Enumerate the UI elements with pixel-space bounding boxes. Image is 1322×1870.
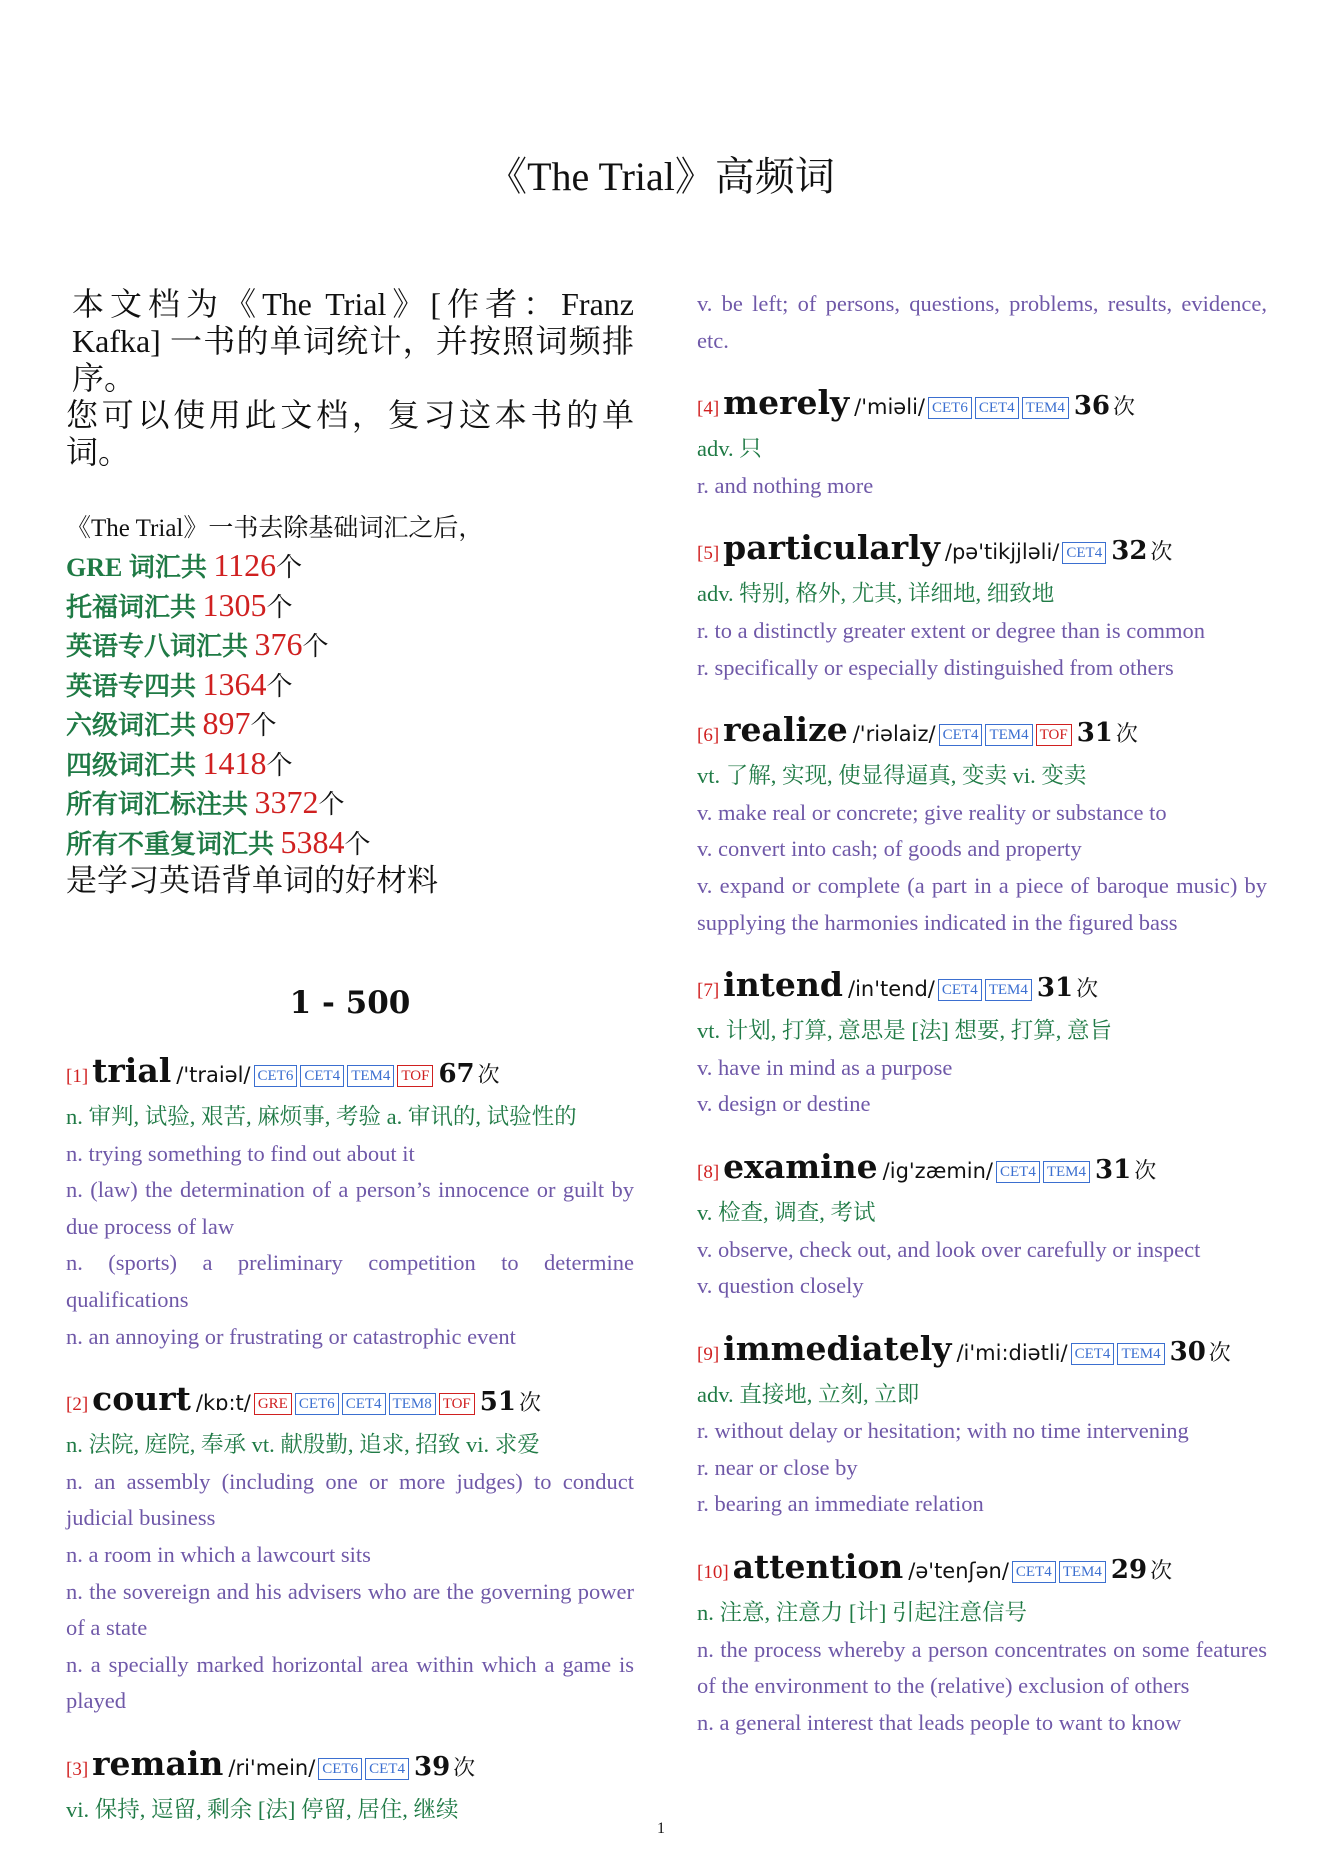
entry-definition: r. near or close by [697,1454,858,1480]
entry-definition: v. observe, check out, and look over carefully or inspect [697,1236,1201,1262]
entry-definition: n. an assembly (including one or more judges) to conduct judicial business [66,1468,634,1531]
exam-tag: CET4 [975,397,1019,419]
exam-tag: CET4 [365,1758,409,1780]
word-entry [66,1049,634,1355]
entry-definition: n. the process whereby a person concentrates on some features of the environment to the (relative) exclusion of others [697,1636,1267,1699]
stat-number: 897 [202,705,251,741]
word-entry [697,526,1267,686]
entry-count: 36 [1073,391,1111,422]
intro [66,286,634,471]
entry-header [697,526,1267,576]
intro-line-1: 本文档为《The Trial》[作者：Franz Kafka] 一书的单词统计，并按照词频排序。 [72,286,634,396]
word-entry [697,1327,1267,1523]
stat-number: 1418 [202,744,267,781]
stat-row [66,587,634,627]
entry-definition: n. an annoying or frustrating or catastrophic event [66,1323,516,1349]
exam-tag: CET4 [1062,542,1106,564]
entry-chinese: vt. 计划, 打算, 意思是 [法] 想要, 打算, 意旨 [697,1018,1112,1044]
stat-unit: 个 [250,711,277,740]
entry-header [697,381,1267,431]
entry-header [697,1545,1267,1595]
entry-chinese: n. 法院, 庭院, 奉承 vt. 献殷勤, 追求, 招致 vi. 求爱 [66,1432,540,1458]
entry-count: 67 [438,1059,475,1089]
word-entry [697,708,1267,941]
entry-definition: r. and nothing more [697,472,874,498]
exam-tag: CET6 [254,1065,298,1087]
entry-definition: r. specifically or especially distinguished from others [697,654,1174,680]
word-entry [66,1377,634,1720]
entry-definition: n. (sports) a preliminary competition to determine qualifications [66,1250,634,1312]
entry-definition: v. make real or concrete; give reality or substance to [697,799,1167,825]
exam-tag: CET4 [1071,1343,1115,1365]
exam-tag: CET4 [996,1161,1040,1183]
entry-rank: [6] [697,725,720,747]
stat-label: 所有词汇标注共 [66,790,255,819]
stat-row [66,666,634,706]
entry-word: trial [92,1051,172,1090]
entry-definition: n. a specially marked horizontal area within which a game is played [66,1651,634,1714]
exam-tag: CET4 [342,1393,386,1415]
entry-phonetic: /ig'zæmin/ [882,1158,993,1183]
word-entry [697,1145,1267,1305]
entry-phonetic: /'miəli/ [854,395,925,420]
stat-label: 英语专四共 [66,671,203,701]
count-suffix: 次 [1208,1340,1231,1366]
entry-chinese: adv. 特别, 格外, 尤其, 详细地, 细致地 [697,581,1055,607]
entry-definition: n. a general interest that leads people to want to know [697,1709,1182,1735]
entry-definition: n. trying something to find out about it [66,1140,415,1166]
entry-chinese: adv. 只 [697,436,762,462]
page-title: 《The Trial》高频词 [487,154,835,199]
stat-label: 所有不重复词汇共 [66,829,281,859]
entry-count: 32 [1111,536,1148,567]
entry-chinese: vt. 了解, 实现, 使显得逼真, 变卖 vi. 变卖 [697,763,1087,789]
stat-number: 3372 [254,784,319,820]
entry-chinese: v. 检查, 调查, 考试 [697,1199,876,1225]
entry-chinese: adv. 直接地, 立刻, 立即 [697,1381,920,1407]
entry-definition: r. to a distinctly greater extent or degree than is common [697,617,1205,643]
entry-phonetic: /in'tend/ [848,977,935,1002]
continued-entry [697,286,1267,359]
entry-count: 51 [479,1387,516,1418]
stat-row [66,745,634,785]
entry-word: intend [723,965,843,1005]
entry-phonetic: /'riəlaiz/ [852,722,936,747]
entry-definition: n. the sovereign and his advisers who are the governing power of a state [66,1578,634,1641]
exam-tag: TOF [439,1393,475,1415]
entry-count: 31 [1095,1154,1132,1185]
entry-definition: v. design or destine [697,1091,871,1117]
entry-chinese: n. 审判, 试验, 艰苦, 麻烦事, 考验 a. 审讯的, 试验性的 [66,1104,577,1129]
entry-header [697,1327,1267,1377]
entry-definition: n. (law) the determination of a person’s innocence or guilt by due process of law [66,1177,634,1239]
exam-tag: CET4 [938,979,982,1001]
stat-row [66,547,634,587]
exam-tag: TEM4 [1117,1343,1164,1365]
left-column [66,286,634,1851]
entry-header [697,963,1267,1013]
right-entries [697,381,1267,1741]
stat-label: 托福词汇共 [66,592,203,622]
entry-count: 39 [413,1751,451,1782]
entry-word: court [92,1379,191,1419]
word-entry [697,963,1267,1123]
stat-label: 英语专八词汇共 [66,632,255,661]
right-column [697,286,1267,1763]
stat-unit: 个 [302,632,329,661]
page-number: 1 [657,1820,665,1837]
stat-number: 5384 [280,823,345,860]
entry-rank: [4] [697,398,720,420]
stat-unit: 个 [276,553,303,582]
entry-chinese: vi. 保持, 逗留, 剩余 [法] 停留, 居住, 继续 [66,1796,459,1822]
entry-word: attention [732,1547,904,1587]
count-suffix: 次 [1150,540,1173,566]
entry-definition: v. convert into cash; of goods and property [697,836,1082,862]
exam-tag: TOF [1036,724,1072,746]
entry-phonetic: /kɒ:t/ [195,1391,251,1416]
stat-unit: 个 [266,671,293,701]
entry-definition: n. a room in which a lawcourt sits [66,1541,371,1567]
section-heading: 1 - 500 [289,985,411,1021]
count-suffix: 次 [518,1391,541,1417]
stats-end: 是学习英语背单词的好材料 [66,863,438,898]
entry-rank: [10] [697,1562,729,1584]
intro-line-2: 您可以使用此文档，复习这本书的单词。 [66,397,634,470]
entry-rank: [5] [697,543,720,565]
stat-label: GRE 词汇共 [66,553,214,582]
exam-tag: CET4 [300,1065,344,1087]
exam-tag: TEM4 [1043,1161,1090,1183]
entry-definition: r. without delay or hesitation; with no time intervening [697,1418,1189,1444]
entry-definition: v. question closely [697,1273,864,1299]
entry-count: 30 [1169,1336,1206,1367]
entry-word: immediately [723,1328,952,1368]
exam-tag: TEM4 [1059,1561,1106,1583]
entry-count: 31 [1036,973,1074,1004]
count-suffix: 次 [1115,722,1138,748]
stat-row [66,784,634,824]
entry-word: merely [723,383,850,423]
entry-count: 31 [1076,718,1113,749]
exam-tag: CET4 [1012,1561,1056,1583]
count-suffix: 次 [477,1063,500,1088]
entry-rank: [1] [66,1066,89,1087]
stat-row [66,824,634,864]
stat-number: 1305 [202,586,267,623]
exam-tag: CET6 [928,397,972,419]
stat-number: 1364 [202,665,267,702]
entry-header [66,1742,634,1792]
stats-list [66,547,634,863]
stat-number: 376 [254,626,303,662]
exam-tag: CET6 [295,1393,339,1415]
stat-unit: 个 [266,750,293,780]
exam-tag: TEM4 [985,979,1032,1001]
entry-header [697,1145,1267,1195]
stat-unit: 个 [318,790,345,819]
entry-definition: v. be left; of persons, questions, problems, results, evidence, etc. [697,291,1267,353]
entry-phonetic: /ə'tenʃən/ [908,1559,1009,1584]
word-entry [697,381,1267,504]
exam-tag: TOF [397,1065,433,1087]
entry-phonetic: /pə'tikjjləli/ [944,540,1060,565]
entry-word: examine [723,1146,878,1186]
count-suffix: 次 [1134,1158,1157,1184]
entry-rank: [3] [66,1758,89,1780]
entry-rank: [9] [697,1343,720,1365]
entry-header [66,1049,634,1099]
entry-rank: [2] [66,1394,89,1416]
exam-tag: TEM4 [985,724,1032,746]
exam-tag: GRE [254,1393,292,1415]
word-entry [697,1545,1267,1741]
stat-label: 四级词汇共 [66,750,203,780]
count-suffix: 次 [453,1755,476,1781]
entry-chinese: n. 注意, 注意力 [计] 引起注意信号 [697,1600,1027,1626]
entry-count: 29 [1110,1555,1148,1586]
entry-header [697,708,1267,758]
left-entries [66,1049,634,1829]
exam-tag: CET4 [939,724,983,746]
count-suffix: 次 [1150,1559,1173,1585]
entry-word: remain [92,1743,224,1783]
stat-number: 1126 [213,547,277,583]
count-suffix: 次 [1113,395,1136,421]
entry-phonetic: /ri'mein/ [228,1755,316,1780]
count-suffix: 次 [1076,977,1099,1003]
entry-definition: v. expand or complete (a part in a piece of baroque music) by supplying the harmonies indicated in the figured bass [697,872,1267,935]
stats-lead: 《The Trial》一书去除基础词汇之后， [66,515,484,542]
exam-tag: TEM4 [347,1065,394,1087]
entry-phonetic: /i'mi:diətli/ [956,1340,1068,1365]
exam-tag: TEM8 [389,1393,436,1415]
entry-header [66,1377,634,1427]
entry-definition: r. bearing an immediate relation [697,1491,984,1517]
entry-word: realize [723,710,848,750]
exam-tag: TEM4 [1022,397,1069,419]
stat-unit: 个 [266,592,293,622]
entry-phonetic: /'traiəl/ [176,1063,251,1087]
entry-word: particularly [723,528,940,568]
word-entry [66,1742,634,1829]
stat-unit: 个 [344,829,371,859]
stat-row [66,705,634,745]
stat-row [66,626,634,666]
exam-tag: CET6 [318,1758,362,1780]
entry-rank: [8] [697,1161,720,1183]
stat-label: 六级词汇共 [66,711,203,740]
entry-definition: v. have in mind as a purpose [697,1054,953,1080]
entry-rank: [7] [697,980,720,1002]
